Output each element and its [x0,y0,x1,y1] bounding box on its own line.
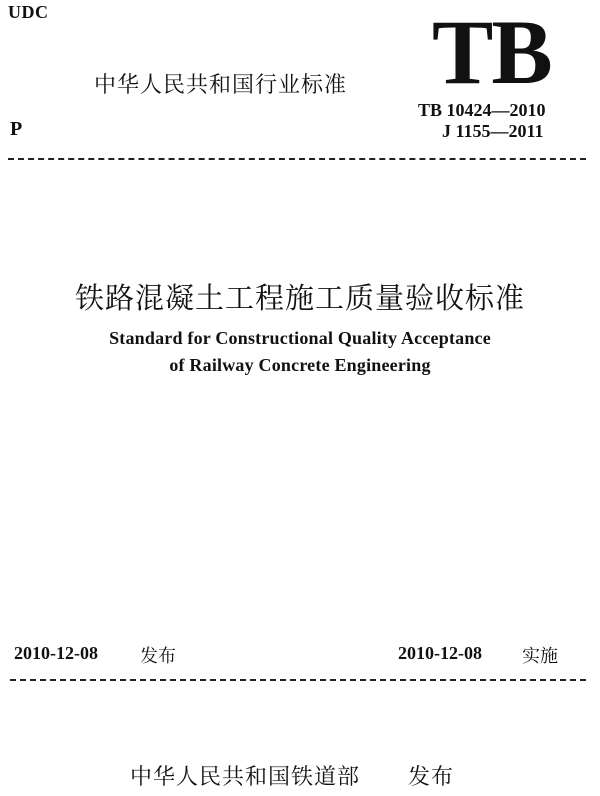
publisher-name: 中华人民共和国铁道部 [130,765,361,790]
issue-label: 发布 [140,646,176,667]
document-title-en-line1: Standard for Constructional Quality Acceptance [109,328,491,348]
publish-label: 发布 [408,765,455,790]
tb-logo: TB [432,1,551,103]
industry-standard-heading: 中华人民共和国行业标准 [94,73,348,98]
udc-label: UDC [8,2,49,22]
document-title-en-line2: of Railway Concrete Engineering [169,355,431,375]
implementation-label: 实施 [522,646,558,667]
standard-number-tb: TB 10424—2010 [418,100,546,120]
implementation-date: 2010-12-08 [398,643,482,663]
footer-divider [10,679,586,681]
issue-date: 2010-12-08 [14,643,98,663]
document-title-zh: 铁路混凝土工程施工质量验收标准 [74,281,525,315]
standard-number-j: J 1155—2011 [442,121,544,141]
category-code: P [10,118,23,140]
header-divider [8,158,586,160]
